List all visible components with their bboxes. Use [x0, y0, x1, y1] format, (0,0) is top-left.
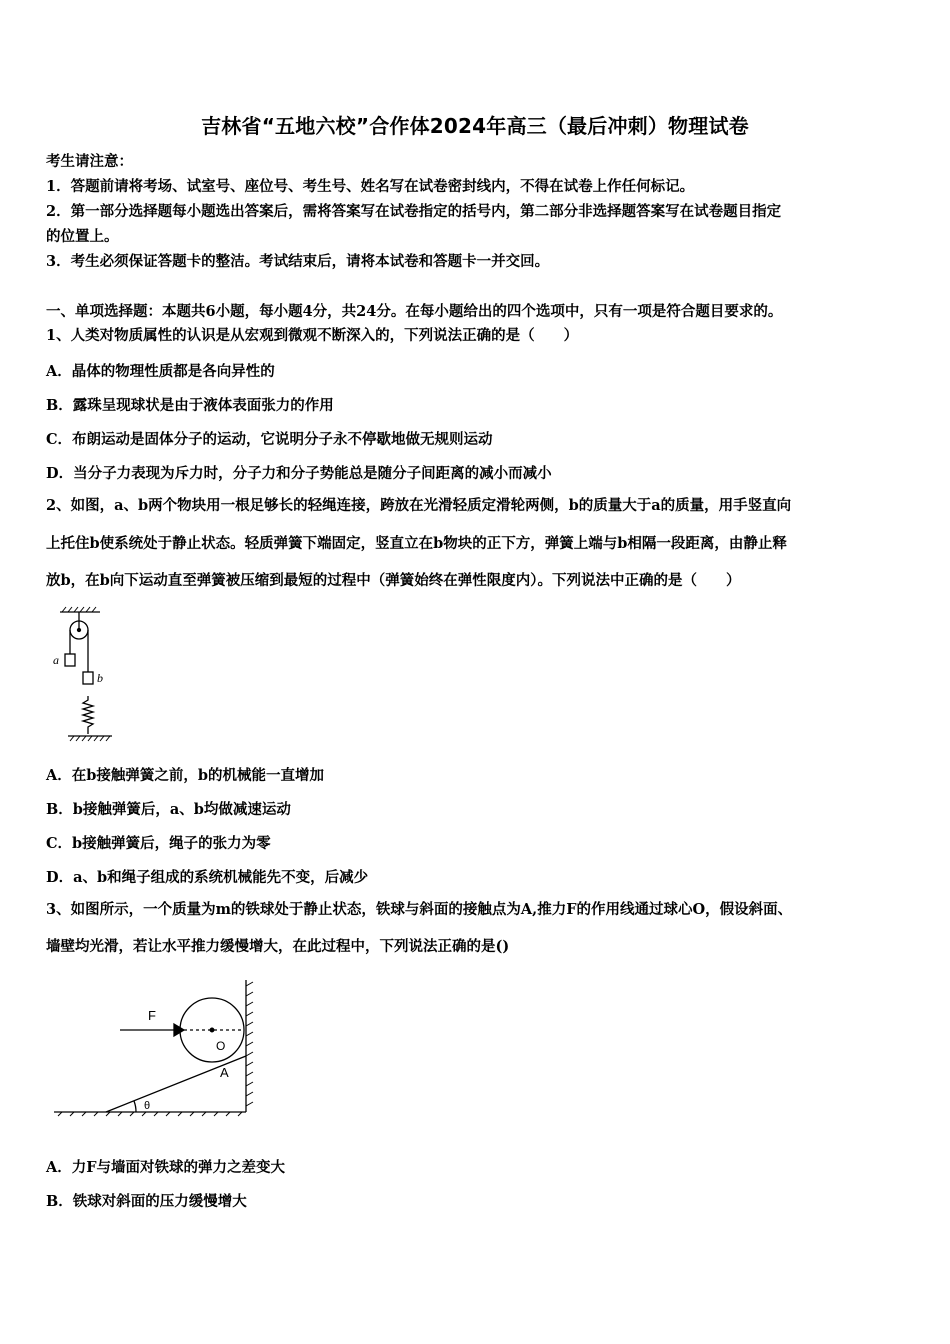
question-1-stem: 1、人类对物质属性的认识是从宏观到微观不断深入的，下列说法正确的是（ ）: [46, 327, 579, 344]
label-f: F: [148, 1008, 156, 1023]
ball-incline-figure: [50, 972, 270, 1122]
question-2-option-a: A．在b接触弹簧之前，b的机械能一直增加: [46, 767, 325, 784]
question-1-option-c: C．布朗运动是固体分子的运动，它说明分子永不停歇地做无规则运动: [46, 431, 493, 448]
question-3-stem: 3、如图所示，一个质量为m的铁球处于静止状态，铁球与斜面的接触点为A,推力F的作用线通过球心O，假设斜面、: [46, 901, 793, 918]
notice-item: 1．答题前请将考场、试室号、座位号、考生号、姓名写在试卷密封线内，不得在试卷上作任何标记。: [46, 178, 695, 195]
question-3-option-a: A．力F与墙面对铁球的弹力之差变大: [46, 1159, 286, 1176]
question-1-option-d: D．当分子力表现为斥力时，分子力和分子势能总是随分子间距离的减小而减小: [46, 465, 552, 482]
label-b: b: [97, 671, 103, 685]
question-2-option-d: D．a、b和绳子组成的系统机械能先不变，后减少: [46, 869, 369, 886]
notice-item-continued: 的位置上。: [46, 228, 119, 245]
question-2-option-c: C．b接触弹簧后，绳子的张力为零: [46, 835, 271, 852]
label-o: O: [216, 1039, 226, 1053]
notice-heading: 考生请注意：: [46, 153, 133, 170]
question-1-option-b: B．露珠呈现球状是由于液体表面张力的作用: [46, 397, 334, 414]
question-1-option-a: A．晶体的物理性质都是各向异性的: [46, 363, 275, 380]
label-a: a: [53, 653, 59, 667]
notice-item: 2．第一部分选择题每小题选出答案后，需将答案写在试卷指定的括号内，第二部分非选择题答案写在试卷题目指定: [46, 203, 782, 220]
question-3-option-b: B．铁球对斜面的压力缓慢增大: [46, 1193, 247, 1210]
question-2-stem: 2、如图，a、b两个物块用一根足够长的轻绳连接，跨放在光滑轻质定滑轮两侧，b的质量大于a的质量，用手竖直向: [46, 497, 792, 514]
label-a-point: A: [220, 1065, 229, 1080]
notice-item: 3．考生必须保证答题卡的整洁。考试结束后，请将本试卷和答题卡一并交回。: [46, 253, 550, 270]
label-theta: θ: [144, 1100, 151, 1112]
question-2-stem: 上托住b使系统处于静止状态。轻质弹簧下端固定，竖直立在b物块的正下方，弹簧上端与b相隔一段距离，由静止释: [46, 535, 787, 552]
pulley-spring-figure: [50, 604, 130, 744]
question-2-option-b: B．b接触弹簧后，a、b均做减速运动: [46, 801, 291, 818]
question-3-stem: 墙壁均光滑，若让水平推力缓慢增大，在此过程中，下列说法正确的是(): [46, 938, 510, 955]
question-2-stem: 放b，在b向下运动直至弹簧被压缩到最短的过程中（弹簧始终在弹性限度内）。下列说法中正确的是（ ）: [46, 572, 741, 589]
section-heading: 一、单项选择题：本题共6小题，每小题4分，共24分。在每小题给出的四个选项中，只有一项是符合题目要求的。: [46, 303, 783, 320]
page-title: 吉林省“五地六校”合作体2024年高三（最后冲刺）物理试卷: [201, 114, 749, 138]
